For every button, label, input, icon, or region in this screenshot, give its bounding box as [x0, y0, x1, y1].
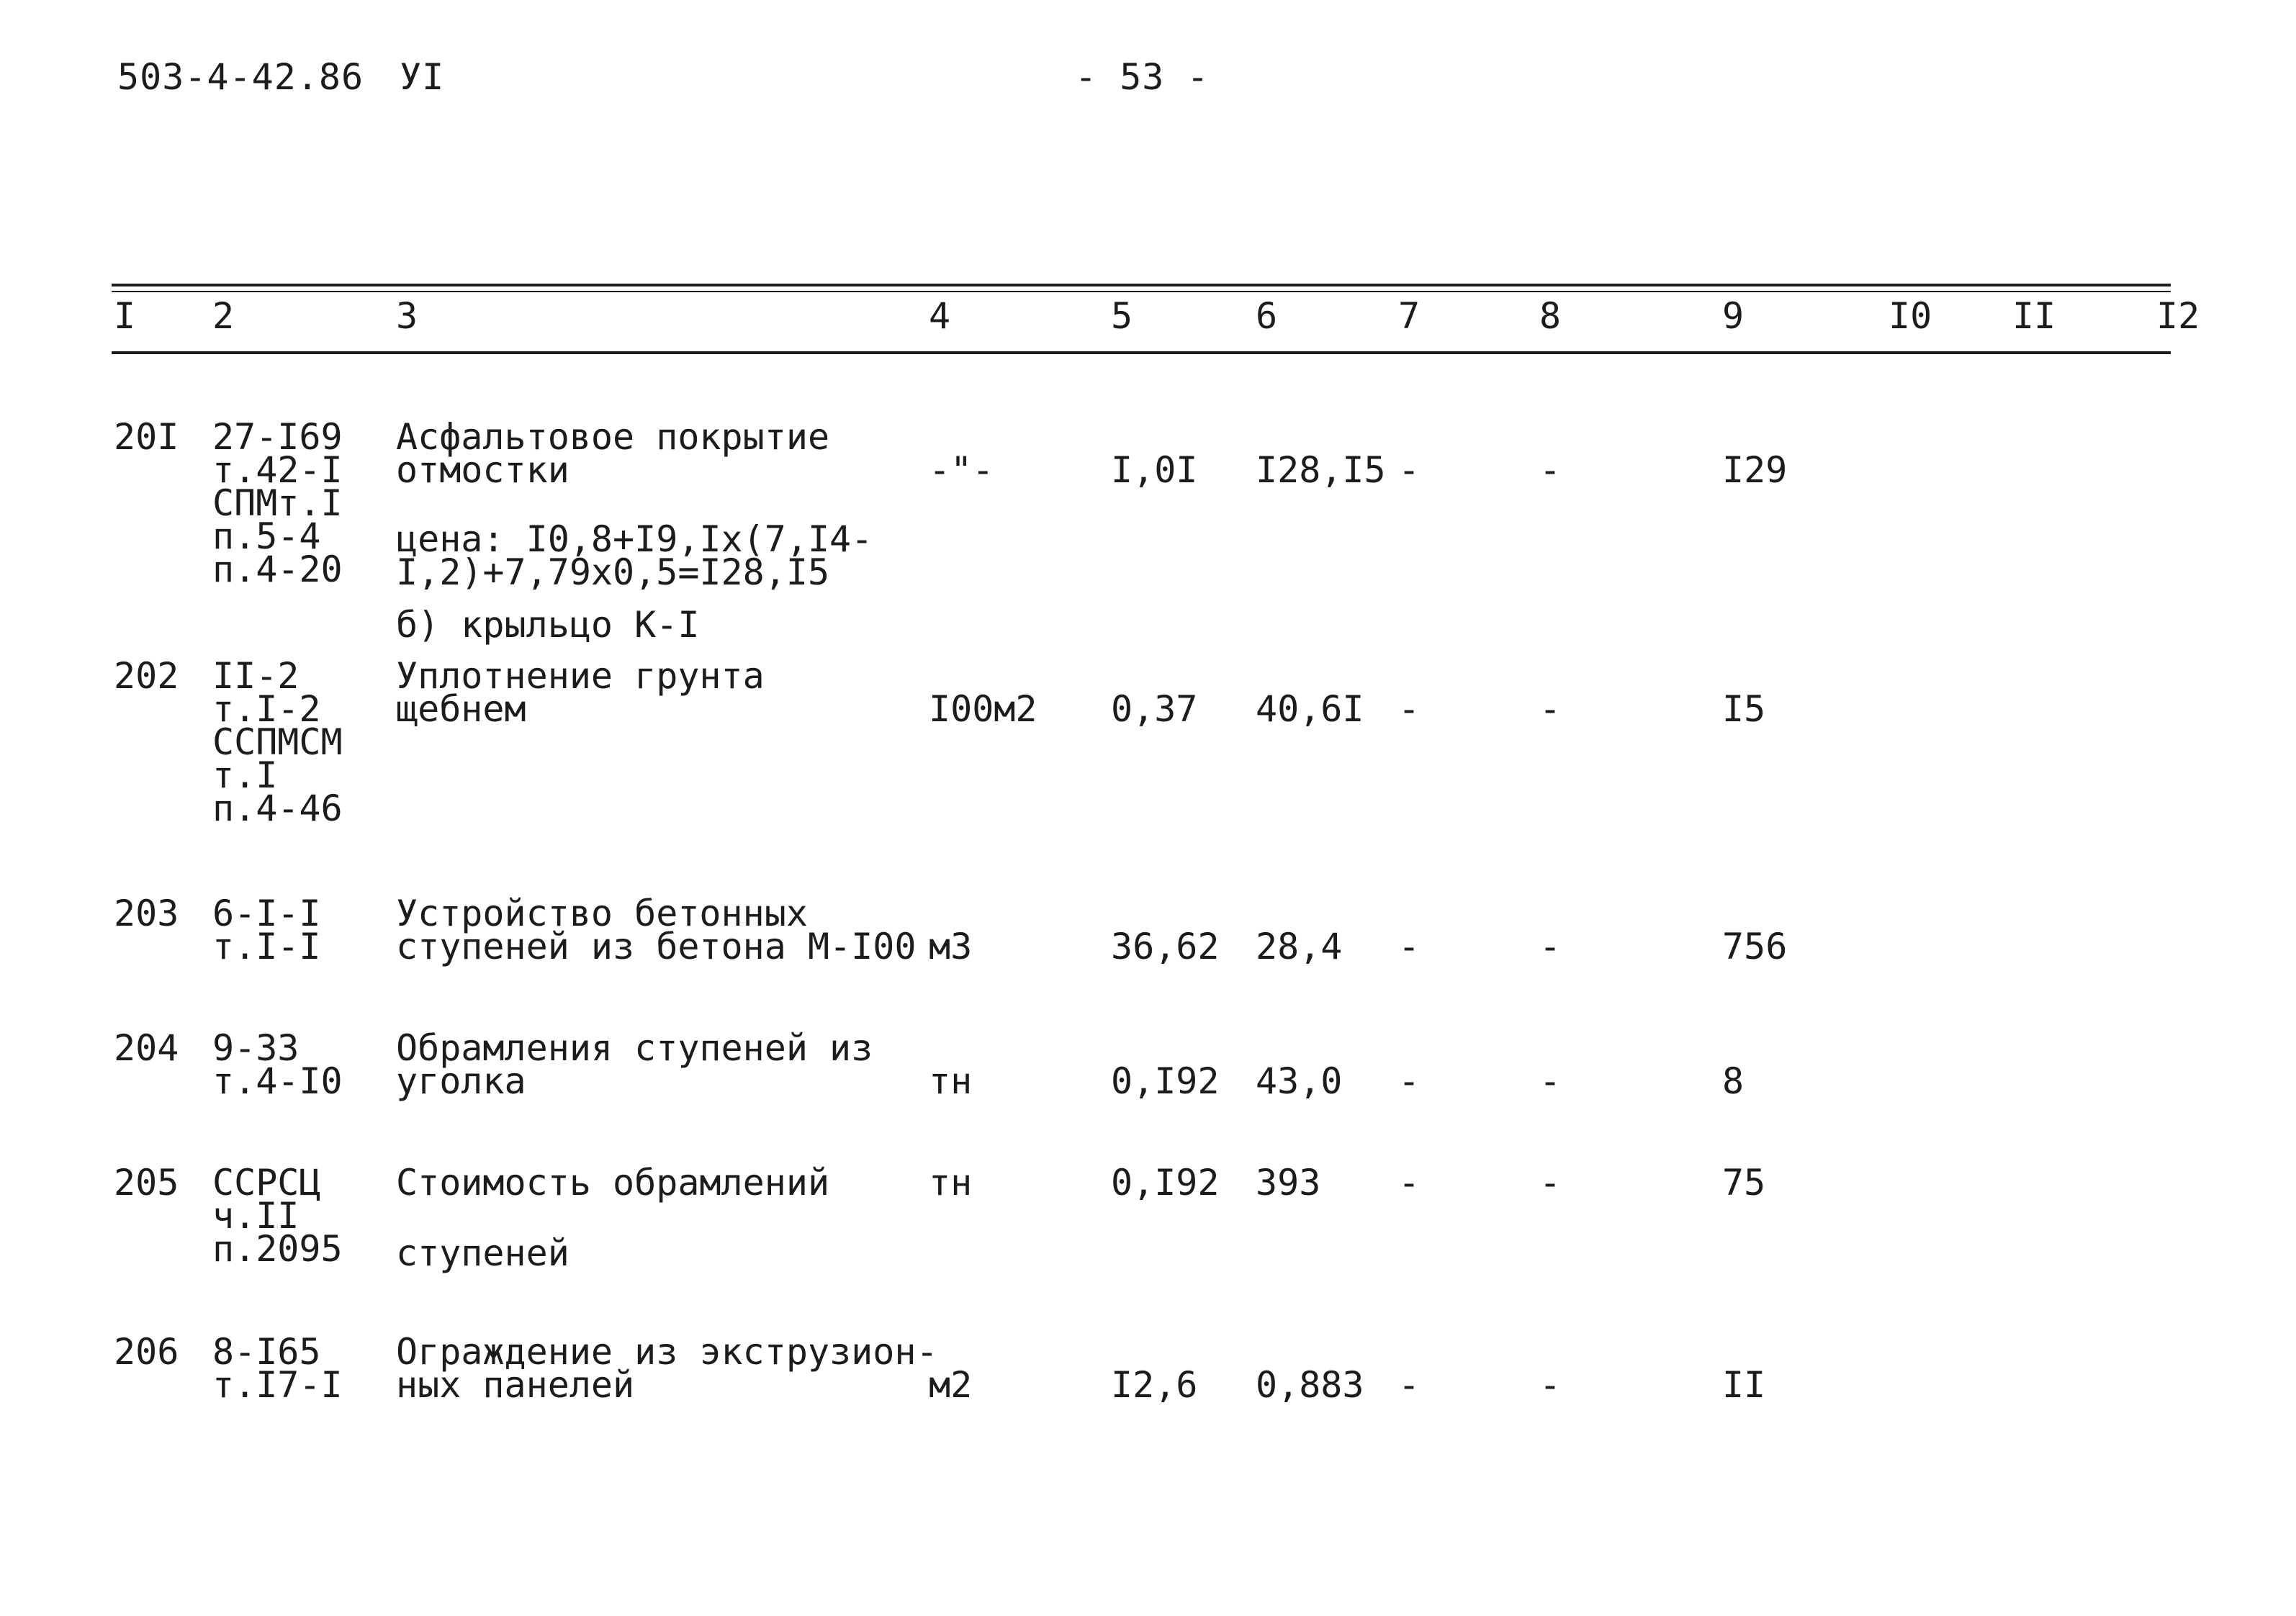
row-206-reference: 8-I65 т.I7-I	[212, 1331, 343, 1406]
row-201-unit: -"-	[929, 449, 994, 491]
row-206-total: II	[1722, 1364, 1766, 1406]
row-204-col8: -	[1539, 1060, 1562, 1102]
row-204-quantity: 0,I92	[1111, 1060, 1220, 1102]
row-204-total: 8	[1722, 1060, 1744, 1102]
row-203-total: 756	[1722, 926, 1788, 967]
row-203-reference: 6-I-I т.I-I	[212, 893, 321, 967]
row-201-description: Асфальтовое покрытие отмостки	[396, 416, 830, 491]
row-203-unit-price: 28,4	[1256, 926, 1343, 967]
row-202-unit: I00м2	[929, 688, 1037, 730]
row-202-col7: -	[1398, 688, 1421, 730]
column-number-3: 3	[396, 295, 418, 337]
table-top-rule	[112, 284, 2171, 286]
row-201-quantity: I,0I	[1111, 449, 1198, 491]
row-205-description: Стоимость обрамлений	[396, 1162, 830, 1204]
column-number-2: 2	[212, 295, 235, 337]
column-number-10: I0	[1888, 295, 1932, 337]
page-number: - 53 -	[1075, 56, 1210, 98]
row-205-total: 75	[1722, 1162, 1766, 1204]
row-203-col8: -	[1539, 926, 1562, 967]
row-203-description: Устройство бетонных ступеней из бетона М-I00	[396, 893, 917, 967]
row-206-col7: -	[1398, 1364, 1421, 1406]
row-204-reference: 9-33 т.4-I0	[212, 1027, 343, 1102]
doc-code: 503-4-42.86	[117, 56, 364, 98]
row-203-number: 203	[114, 893, 179, 934]
row-202-col8: -	[1539, 688, 1562, 730]
row-201-number: 20I	[114, 416, 179, 458]
column-number-7: 7	[1398, 295, 1421, 337]
column-number-12: I2	[2156, 295, 2200, 337]
row-206-quantity: I2,6	[1111, 1364, 1198, 1406]
row-204-number: 204	[114, 1027, 179, 1069]
column-number-9: 9	[1722, 295, 1744, 337]
row-201-unit-price: I28,I5	[1256, 449, 1386, 491]
column-number-8: 8	[1539, 295, 1562, 337]
row-206-number: 206	[114, 1331, 179, 1373]
row-204-description: Обрамления ступеней из уголка	[396, 1027, 873, 1102]
row-202-unit-price: 40,6I	[1256, 688, 1364, 730]
column-number-6: 6	[1256, 295, 1278, 337]
row-205-number: 205	[114, 1162, 179, 1204]
row-201-reference: 27-I69 т.42-I СПМт.I п.5-4 п.4-20	[212, 416, 343, 590]
column-number-5: 5	[1111, 295, 1133, 337]
row-204-unit: тн	[929, 1060, 973, 1102]
row-203-quantity: 36,62	[1111, 926, 1220, 967]
row-205-unit-price: 393	[1256, 1162, 1321, 1204]
row-202-number: 202	[114, 655, 179, 697]
table-header-rule	[112, 351, 2171, 354]
row-205-unit: тн	[929, 1162, 973, 1204]
doc-section: УI	[400, 56, 445, 98]
row-204-col7: -	[1398, 1060, 1421, 1102]
row-205-reference: ССРСЦ ч.II п.2095	[212, 1162, 343, 1270]
row-205-quantity: 0,I92	[1111, 1162, 1220, 1204]
column-number-1: I	[114, 295, 136, 337]
row-206-unit: м2	[929, 1364, 973, 1406]
row-201-col7: -	[1398, 449, 1421, 491]
row-206-description: Ограждение из экструзион- ных панелей	[396, 1331, 938, 1406]
column-number-11: II	[2012, 295, 2056, 337]
row-205-col7: -	[1398, 1162, 1421, 1204]
row-202-description: Уплотнение грунта щебнем	[396, 655, 765, 730]
row-205-description-cont: ступеней	[396, 1232, 570, 1274]
row-206-unit-price: 0,883	[1256, 1364, 1364, 1406]
row-201-price-note: цена: I0,8+I9,Ix(7,I4- I,2)+7,79x0,5=I28,I5	[396, 518, 873, 593]
row-204-unit-price: 43,0	[1256, 1060, 1343, 1102]
row-206-col8: -	[1539, 1364, 1562, 1406]
row-202-reference: II-2 т.I-2 ССПМСМ т.I п.4-46	[212, 655, 343, 829]
section-subheading: б) крыльцо К-I	[396, 604, 700, 646]
row-201-col8: -	[1539, 449, 1562, 491]
row-202-quantity: 0,37	[1111, 688, 1198, 730]
row-201-total: I29	[1722, 449, 1788, 491]
table-top-rule-thin	[112, 291, 2171, 292]
row-203-unit: м3	[929, 926, 973, 967]
row-203-col7: -	[1398, 926, 1421, 967]
row-202-total: I5	[1722, 688, 1766, 730]
column-number-4: 4	[929, 295, 951, 337]
row-205-col8: -	[1539, 1162, 1562, 1204]
